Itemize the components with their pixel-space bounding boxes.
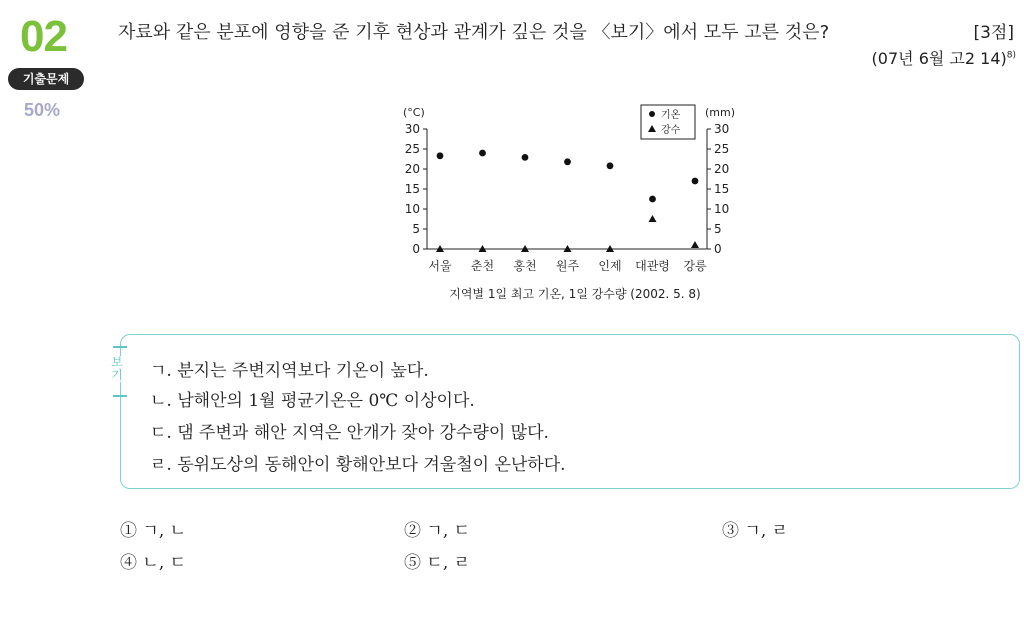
precipitation-point bbox=[649, 215, 657, 222]
choice-4[interactable]: ④ ㄴ, ㄷ bbox=[120, 553, 187, 573]
temperature-point bbox=[649, 196, 656, 203]
category-label: 홍천 bbox=[513, 259, 537, 273]
left-tick-label: 20 bbox=[404, 162, 420, 176]
bogi-line-top bbox=[113, 346, 127, 348]
bogi-label-text: 보기 bbox=[111, 355, 123, 382]
category-label: 대관령 bbox=[635, 259, 670, 273]
legend-precipitation-label: 강수 bbox=[661, 125, 681, 136]
choice-5[interactable]: ⑤ ㄷ, ㄹ bbox=[404, 553, 471, 573]
right-tick-label: 30 bbox=[714, 122, 730, 136]
bogi-label bbox=[110, 356, 124, 382]
category-label: 인제 bbox=[598, 259, 622, 273]
source-footnote: 8) bbox=[1006, 50, 1016, 61]
chart-caption: 지역별 1일 최고 기온, 1일 강수량 (2002. 5. 8) bbox=[449, 287, 701, 300]
choice-2[interactable]: ② ㄱ, ㄷ bbox=[404, 521, 471, 541]
question-text: 자료와 같은 분포에 영향을 준 기후 현상과 관계가 깊은 것을 〈보기〉에서 모두 고른 것은? bbox=[118, 22, 830, 43]
source-text: (07년 6월 고2 14) bbox=[871, 49, 1007, 68]
bogi-statement-1: ㄱ. 분지는 주변지역보다 기온이 높다. bbox=[150, 361, 429, 381]
temperature-point bbox=[522, 154, 529, 161]
right-tick-label: 20 bbox=[714, 162, 730, 176]
temperature-point bbox=[692, 178, 699, 185]
climate-chart bbox=[395, 100, 755, 300]
left-tick-label: 30 bbox=[404, 122, 420, 136]
legend-circle-marker bbox=[649, 111, 655, 117]
right-tick-label: 10 bbox=[714, 202, 730, 216]
left-tick-label: 5 bbox=[412, 222, 420, 236]
right-unit-label: (mm) bbox=[705, 106, 736, 119]
left-tick-label: 25 bbox=[404, 142, 420, 156]
points-label: [3점] bbox=[973, 23, 1014, 43]
precipitation-point bbox=[691, 241, 699, 248]
category-label: 서울 bbox=[428, 259, 452, 273]
legend-temperature-label: 기온 bbox=[661, 110, 681, 121]
temperature-point bbox=[564, 158, 571, 165]
left-unit-label: (°C) bbox=[403, 106, 425, 119]
right-tick-label: 0 bbox=[714, 242, 722, 256]
category-label: 강릉 bbox=[683, 259, 707, 273]
past-exam-badge: 기출문제 bbox=[8, 68, 84, 90]
source-label bbox=[872, 46, 1016, 69]
bogi-statement-3: ㄷ. 댐 주변과 해안 지역은 안개가 잦아 강수량이 많다. bbox=[150, 423, 549, 443]
choice-3[interactable]: ③ ㄱ, ㄹ bbox=[722, 521, 789, 541]
question-number: 02 bbox=[20, 12, 67, 61]
temperature-point bbox=[607, 162, 614, 169]
correct-rate: 50% bbox=[24, 100, 61, 120]
temperature-point bbox=[479, 150, 486, 157]
left-tick-label: 10 bbox=[404, 202, 420, 216]
choice-1[interactable]: ① ㄱ, ㄴ bbox=[120, 521, 187, 541]
right-tick-label: 15 bbox=[714, 182, 730, 196]
left-tick-label: 0 bbox=[412, 242, 420, 256]
bogi-line-bottom bbox=[113, 395, 127, 397]
category-label: 원주 bbox=[555, 259, 580, 273]
bogi-statement-4: ㄹ. 동위도상의 동해안이 황해안보다 겨울철이 온난하다. bbox=[150, 455, 566, 475]
right-tick-label: 25 bbox=[714, 142, 730, 156]
right-tick-label: 5 bbox=[714, 222, 722, 236]
left-tick-label: 15 bbox=[404, 182, 420, 196]
bogi-statement-2: ㄴ. 남해안의 1월 평균기온은 0℃ 이상이다. bbox=[150, 391, 475, 411]
category-label: 춘천 bbox=[470, 259, 495, 273]
temperature-point bbox=[437, 152, 444, 159]
